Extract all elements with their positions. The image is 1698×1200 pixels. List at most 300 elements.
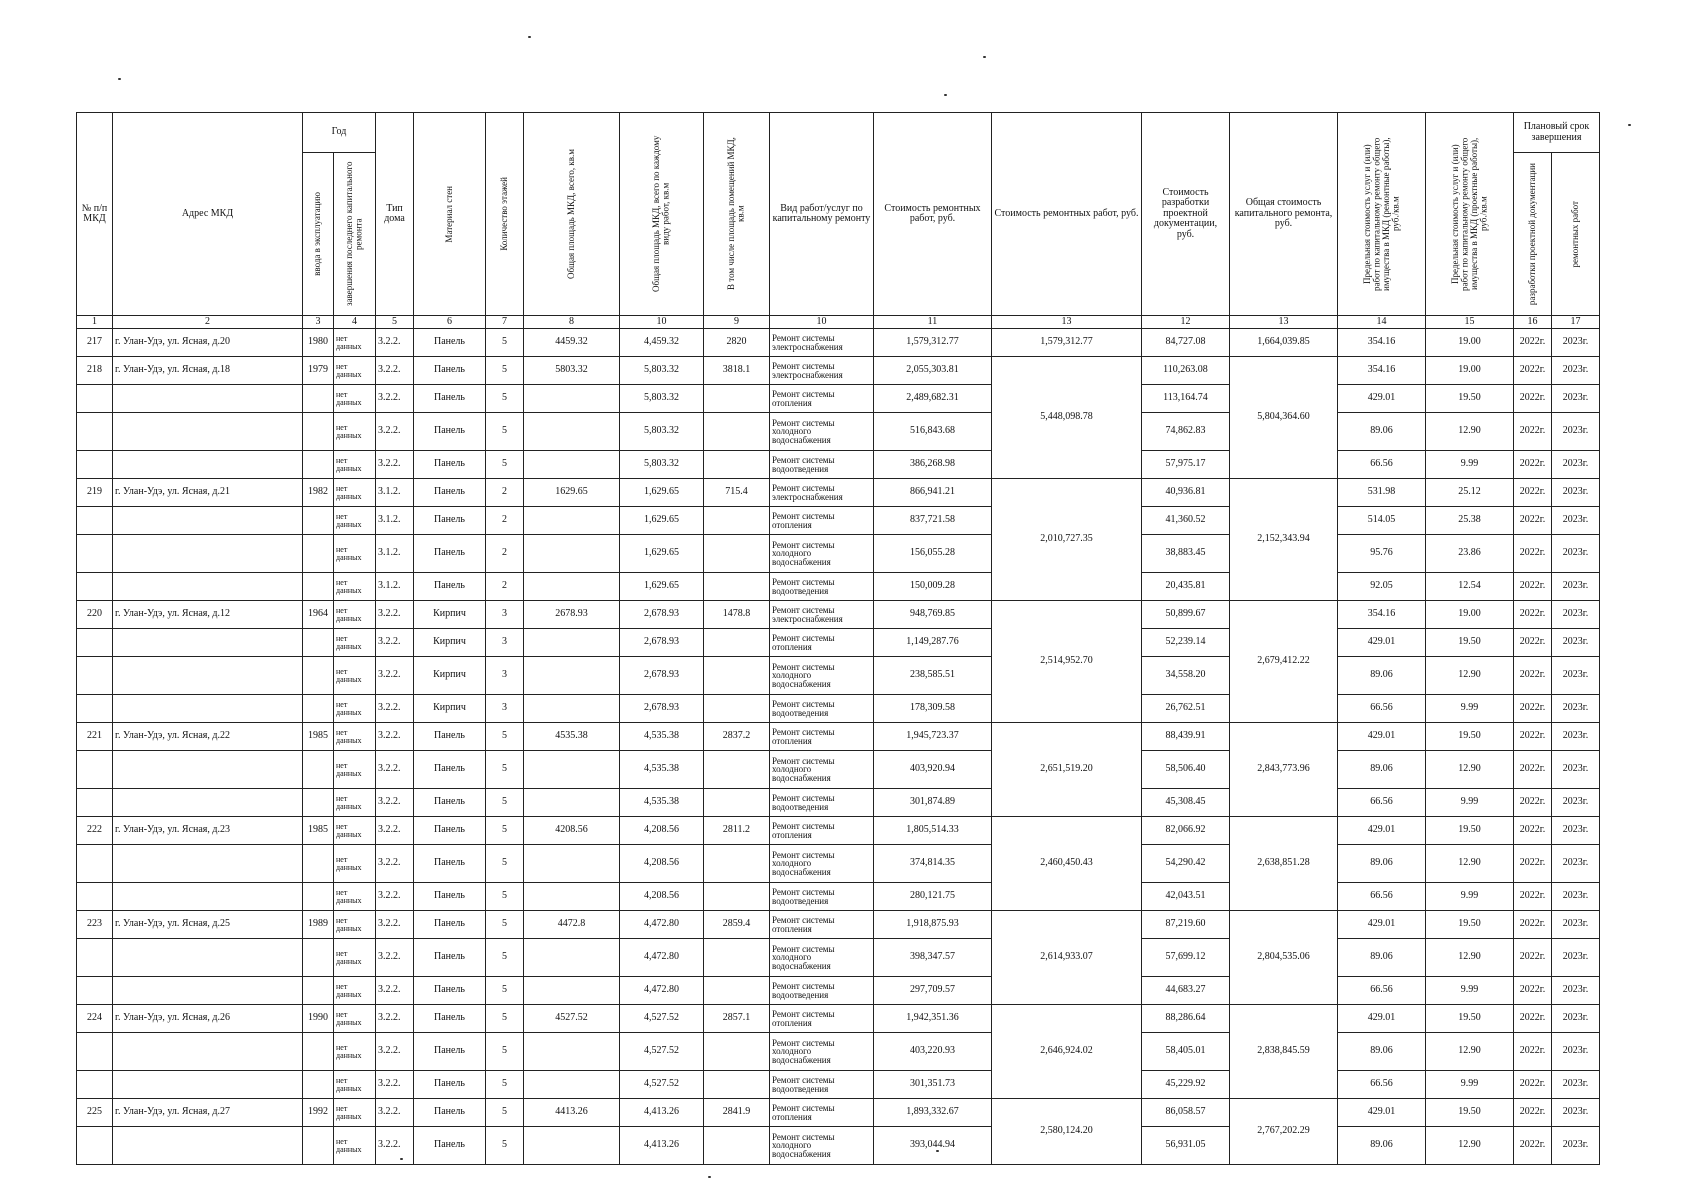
scan-speck: [983, 56, 986, 58]
cell-area-total: [524, 573, 620, 601]
cell-year-commission: [303, 939, 334, 977]
cell-cost-sum: 2,580,124.20: [992, 1099, 1142, 1165]
cell-year-commission: [303, 413, 334, 451]
table-row: [77, 911, 1600, 939]
cell-cost-sum: 2,514,952.70: [992, 601, 1142, 723]
table-row: [77, 723, 1600, 751]
cell-area-rooms: [704, 695, 770, 723]
cell-address: г. Улан-Удэ, ул. Ясная, д.12: [113, 601, 303, 629]
cell-deadline-project: 2022г.: [1514, 535, 1552, 573]
cell-area-rooms: [704, 507, 770, 535]
cell-address: г. Улан-Удэ, ул. Ясная, д.22: [113, 723, 303, 751]
cell-number: 223: [77, 911, 113, 939]
cell-year-last-repair: нет данных: [334, 535, 376, 573]
cell-area-rooms: 2841.9: [704, 1099, 770, 1127]
cell-limit-project: 25.12: [1426, 479, 1514, 507]
cell-wall-material: Панель: [414, 357, 486, 385]
header-house-type: Тип дома: [376, 113, 414, 316]
cell-cost-project: 26,762.51: [1142, 695, 1230, 723]
cell-floors: 5: [486, 357, 524, 385]
column-number: 6: [414, 316, 486, 329]
header-address: Адрес МКД: [113, 113, 303, 316]
cell-year-commission: 1985: [303, 817, 334, 845]
cell-area-total: [524, 413, 620, 451]
table-row: [77, 629, 1600, 657]
cell-cost-project: 45,308.45: [1142, 789, 1230, 817]
cell-area-rooms: 2820: [704, 329, 770, 357]
cell-area-total: 5803.32: [524, 357, 620, 385]
cell-work-type: Ремонт системы электроснабжения: [770, 357, 874, 385]
cell-deadline-repair: 2023г.: [1552, 573, 1600, 601]
cell-work-type: Ремонт системы водоотведения: [770, 1071, 874, 1099]
cell-house-type: 3.2.2.: [376, 385, 414, 413]
cell-deadline-repair: 2023г.: [1552, 751, 1600, 789]
cell-cost-work: 1,805,514.33: [874, 817, 992, 845]
cell-number: [77, 657, 113, 695]
cell-work-type: Ремонт системы холодного водоснабжения: [770, 845, 874, 883]
cell-floors: 5: [486, 1099, 524, 1127]
cell-cost-total: 2,804,535.06: [1230, 911, 1338, 1005]
cell-area-rooms: [704, 883, 770, 911]
cell-house-type: 3.2.2.: [376, 789, 414, 817]
cell-area-total: [524, 1127, 620, 1165]
table-row: [77, 845, 1600, 883]
cell-number: [77, 507, 113, 535]
cell-year-last-repair: нет данных: [334, 911, 376, 939]
cell-floors: 5: [486, 1127, 524, 1165]
cell-house-type: 3.2.2.: [376, 695, 414, 723]
cell-wall-material: Панель: [414, 1005, 486, 1033]
cell-deadline-project: 2022г.: [1514, 723, 1552, 751]
table-row: [77, 883, 1600, 911]
cell-house-type: 3.2.2.: [376, 723, 414, 751]
cell-area-total: 4413.26: [524, 1099, 620, 1127]
cell-year-last-repair: нет данных: [334, 451, 376, 479]
cell-deadline-project: 2022г.: [1514, 695, 1552, 723]
header-area-total: Общая площадь МКД, всего, кв.м: [524, 113, 620, 316]
cell-limit-project: 9.99: [1426, 977, 1514, 1005]
cell-cost-project: 88,439.91: [1142, 723, 1230, 751]
cell-limit-repair: 66.56: [1338, 789, 1426, 817]
cell-cost-work: 1,942,351.36: [874, 1005, 992, 1033]
cell-address: г. Улан-Удэ, ул. Ясная, д.27: [113, 1099, 303, 1127]
cell-deadline-repair: 2023г.: [1552, 1099, 1600, 1127]
cell-deadline-repair: 2023г.: [1552, 413, 1600, 451]
cell-wall-material: Панель: [414, 911, 486, 939]
cell-work-type: Ремонт системы водоотведения: [770, 695, 874, 723]
cell-area-per-work: 4,472.80: [620, 977, 704, 1005]
cell-work-type: Ремонт системы отопления: [770, 817, 874, 845]
cell-cost-work: 1,918,875.93: [874, 911, 992, 939]
cell-work-type: Ремонт системы отопления: [770, 911, 874, 939]
cell-cost-work: 398,347.57: [874, 939, 992, 977]
capital-repair-table: [76, 112, 1600, 1165]
table-row: [77, 695, 1600, 723]
cell-address: г. Улан-Удэ, ул. Ясная, д.25: [113, 911, 303, 939]
cell-cost-project: 88,286.64: [1142, 1005, 1230, 1033]
cell-deadline-repair: 2023г.: [1552, 601, 1600, 629]
header-wall-material: Материал стен: [414, 113, 486, 316]
cell-deadline-repair: 2023г.: [1552, 629, 1600, 657]
cell-deadline-project: 2022г.: [1514, 385, 1552, 413]
cell-cost-project: 40,936.81: [1142, 479, 1230, 507]
cell-deadline-repair: 2023г.: [1552, 883, 1600, 911]
cell-address: [113, 789, 303, 817]
cell-cost-work: 150,009.28: [874, 573, 992, 601]
header-area-rooms: В том числе площадь помещений МКД, кв.м: [704, 113, 770, 316]
cell-area-per-work: 2,678.93: [620, 657, 704, 695]
cell-area-total: [524, 695, 620, 723]
cell-year-last-repair: нет данных: [334, 751, 376, 789]
cell-address: [113, 1127, 303, 1165]
cell-area-per-work: 4,208.56: [620, 883, 704, 911]
cell-wall-material: Кирпич: [414, 657, 486, 695]
cell-cost-project: 52,239.14: [1142, 629, 1230, 657]
cell-wall-material: Панель: [414, 1033, 486, 1071]
cell-floors: 5: [486, 883, 524, 911]
cell-floors: 5: [486, 451, 524, 479]
cell-year-last-repair: нет данных: [334, 817, 376, 845]
cell-address: [113, 939, 303, 977]
column-number: 3: [303, 316, 334, 329]
column-number: 13: [992, 316, 1142, 329]
cell-number: 217: [77, 329, 113, 357]
cell-area-total: 2678.93: [524, 601, 620, 629]
cell-floors: 2: [486, 573, 524, 601]
cell-cost-work: 403,220.93: [874, 1033, 992, 1071]
cell-limit-repair: 95.76: [1338, 535, 1426, 573]
table-row: [77, 329, 1600, 357]
cell-cost-total: 2,679,412.22: [1230, 601, 1338, 723]
cell-year-last-repair: нет данных: [334, 845, 376, 883]
cell-number: [77, 751, 113, 789]
cell-cost-project: 42,043.51: [1142, 883, 1230, 911]
cell-number: [77, 845, 113, 883]
cell-limit-repair: 66.56: [1338, 977, 1426, 1005]
cell-area-total: [524, 629, 620, 657]
cell-limit-repair: 429.01: [1338, 1099, 1426, 1127]
cell-area-total: [524, 751, 620, 789]
cell-limit-project: 12.54: [1426, 573, 1514, 601]
cell-area-rooms: [704, 657, 770, 695]
cell-area-per-work: 4,413.26: [620, 1127, 704, 1165]
cell-limit-repair: 429.01: [1338, 629, 1426, 657]
cell-cost-work: 238,585.51: [874, 657, 992, 695]
column-number: 17: [1552, 316, 1600, 329]
cell-deadline-project: 2022г.: [1514, 357, 1552, 385]
cell-year-last-repair: нет данных: [334, 601, 376, 629]
cell-cost-total: 1,664,039.85: [1230, 329, 1338, 357]
header-cost-total: Общая стоимость капитального ремонта, руб.: [1230, 113, 1338, 316]
cell-cost-work: 301,874.89: [874, 789, 992, 817]
cell-area-per-work: 4,527.52: [620, 1033, 704, 1071]
cell-area-total: [524, 1033, 620, 1071]
column-number: 15: [1426, 316, 1514, 329]
cell-area-rooms: 2837.2: [704, 723, 770, 751]
cell-wall-material: Панель: [414, 845, 486, 883]
scan-speck: [400, 1158, 403, 1160]
cell-wall-material: Панель: [414, 479, 486, 507]
cell-deadline-project: 2022г.: [1514, 817, 1552, 845]
cell-limit-project: 19.00: [1426, 601, 1514, 629]
cell-house-type: 3.2.2.: [376, 1071, 414, 1099]
cell-floors: 5: [486, 723, 524, 751]
cell-deadline-project: 2022г.: [1514, 939, 1552, 977]
cell-cost-project: 56,931.05: [1142, 1127, 1230, 1165]
table-row: [77, 451, 1600, 479]
cell-limit-repair: 66.56: [1338, 451, 1426, 479]
cell-limit-project: 9.99: [1426, 695, 1514, 723]
cell-cost-sum: 2,651,519.20: [992, 723, 1142, 817]
cell-area-total: [524, 939, 620, 977]
cell-floors: 5: [486, 789, 524, 817]
column-number: 7: [486, 316, 524, 329]
cell-limit-repair: 89.06: [1338, 1033, 1426, 1071]
cell-limit-repair: 531.98: [1338, 479, 1426, 507]
table-row: [77, 657, 1600, 695]
cell-deadline-project: 2022г.: [1514, 629, 1552, 657]
cell-limit-project: 19.50: [1426, 629, 1514, 657]
cell-house-type: 3.2.2.: [376, 939, 414, 977]
cell-address: [113, 507, 303, 535]
header-year-last-repair: завершения последнего капитального ремонта: [334, 153, 376, 316]
cell-cost-work: 301,351.73: [874, 1071, 992, 1099]
cell-cost-work: 297,709.57: [874, 977, 992, 1005]
cell-year-last-repair: нет данных: [334, 695, 376, 723]
cell-year-commission: 1990: [303, 1005, 334, 1033]
cell-year-last-repair: нет данных: [334, 939, 376, 977]
cell-area-total: 1629.65: [524, 479, 620, 507]
cell-limit-project: 25.38: [1426, 507, 1514, 535]
cell-floors: 2: [486, 535, 524, 573]
cell-area-per-work: 4,208.56: [620, 845, 704, 883]
cell-area-per-work: 1,629.65: [620, 535, 704, 573]
column-number: 12: [1142, 316, 1230, 329]
cell-area-per-work: 4,535.38: [620, 751, 704, 789]
cell-year-commission: 1979: [303, 357, 334, 385]
cell-cost-total: 5,804,364.60: [1230, 357, 1338, 479]
cell-deadline-project: 2022г.: [1514, 329, 1552, 357]
cell-wall-material: Панель: [414, 817, 486, 845]
table-row: [77, 1071, 1600, 1099]
cell-area-per-work: 4,527.52: [620, 1071, 704, 1099]
cell-year-commission: [303, 977, 334, 1005]
cell-limit-project: 12.90: [1426, 413, 1514, 451]
cell-wall-material: Панель: [414, 939, 486, 977]
cell-cost-work: 178,309.58: [874, 695, 992, 723]
cell-house-type: 3.2.2.: [376, 817, 414, 845]
cell-wall-material: Панель: [414, 329, 486, 357]
column-number: 16: [1514, 316, 1552, 329]
cell-year-last-repair: нет данных: [334, 883, 376, 911]
cell-year-last-repair: нет данных: [334, 1071, 376, 1099]
cell-number: [77, 695, 113, 723]
cell-house-type: 3.2.2.: [376, 1005, 414, 1033]
cell-wall-material: Панель: [414, 1127, 486, 1165]
cell-cost-project: 82,066.92: [1142, 817, 1230, 845]
cell-deadline-project: 2022г.: [1514, 451, 1552, 479]
cell-cost-work: 403,920.94: [874, 751, 992, 789]
cell-area-total: [524, 535, 620, 573]
cell-limit-project: 19.50: [1426, 385, 1514, 413]
table-row: [77, 1033, 1600, 1071]
cell-wall-material: Панель: [414, 535, 486, 573]
cell-address: [113, 1033, 303, 1071]
cell-wall-material: Панель: [414, 413, 486, 451]
cell-work-type: Ремонт системы водоотведения: [770, 573, 874, 601]
column-number: 8: [524, 316, 620, 329]
cell-number: 220: [77, 601, 113, 629]
cell-year-commission: [303, 385, 334, 413]
cell-deadline-project: 2022г.: [1514, 573, 1552, 601]
cell-area-per-work: 4,472.80: [620, 939, 704, 977]
table-row: [77, 1127, 1600, 1165]
table-row: [77, 789, 1600, 817]
cell-address: г. Улан-Удэ, ул. Ясная, д.23: [113, 817, 303, 845]
column-number: 2: [113, 316, 303, 329]
column-number: 10: [620, 316, 704, 329]
cell-limit-project: 9.99: [1426, 789, 1514, 817]
cell-area-total: [524, 1071, 620, 1099]
cell-work-type: Ремонт системы холодного водоснабжения: [770, 657, 874, 695]
cell-area-rooms: [704, 451, 770, 479]
cell-address: [113, 629, 303, 657]
cell-floors: 5: [486, 751, 524, 789]
cell-area-total: [524, 451, 620, 479]
header-area-per-work: Общая площадь МКД, всего по каждому виду работ, кв.м: [620, 113, 704, 316]
cell-wall-material: Панель: [414, 385, 486, 413]
cell-year-commission: [303, 845, 334, 883]
cell-area-rooms: [704, 629, 770, 657]
table-row: [77, 357, 1600, 385]
cell-deadline-repair: 2023г.: [1552, 385, 1600, 413]
cell-floors: 3: [486, 695, 524, 723]
cell-year-commission: [303, 751, 334, 789]
cell-deadline-repair: 2023г.: [1552, 939, 1600, 977]
cell-year-commission: [303, 1033, 334, 1071]
cell-house-type: 3.2.2.: [376, 1127, 414, 1165]
cell-house-type: 3.2.2.: [376, 977, 414, 1005]
cell-house-type: 3.2.2.: [376, 451, 414, 479]
cell-area-total: [524, 845, 620, 883]
table-row: [77, 385, 1600, 413]
cell-area-rooms: 2811.2: [704, 817, 770, 845]
cell-house-type: 3.2.2.: [376, 1099, 414, 1127]
cell-area-rooms: [704, 939, 770, 977]
cell-address: [113, 977, 303, 1005]
cell-cost-project: 57,975.17: [1142, 451, 1230, 479]
cell-limit-project: 19.50: [1426, 1005, 1514, 1033]
cell-work-type: Ремонт системы водоотведения: [770, 977, 874, 1005]
cell-area-rooms: [704, 751, 770, 789]
cell-cost-work: 516,843.68: [874, 413, 992, 451]
cell-limit-repair: 66.56: [1338, 883, 1426, 911]
cell-floors: 5: [486, 329, 524, 357]
cell-year-last-repair: нет данных: [334, 413, 376, 451]
scan-speck: [118, 78, 121, 80]
cell-wall-material: Панель: [414, 507, 486, 535]
cell-house-type: 3.1.2.: [376, 479, 414, 507]
cell-cost-project: 57,699.12: [1142, 939, 1230, 977]
cell-number: 221: [77, 723, 113, 751]
cell-cost-project: 84,727.08: [1142, 329, 1230, 357]
cell-year-last-repair: нет данных: [334, 1005, 376, 1033]
cell-wall-material: Панель: [414, 1071, 486, 1099]
cell-deadline-repair: 2023г.: [1552, 845, 1600, 883]
cell-area-per-work: 5,803.32: [620, 357, 704, 385]
cell-cost-work: 374,814.35: [874, 845, 992, 883]
cell-number: 219: [77, 479, 113, 507]
cell-year-last-repair: нет данных: [334, 357, 376, 385]
cell-year-last-repair: нет данных: [334, 573, 376, 601]
cell-year-commission: 1982: [303, 479, 334, 507]
cell-deadline-repair: 2023г.: [1552, 1033, 1600, 1071]
cell-house-type: 3.2.2.: [376, 911, 414, 939]
cell-cost-total: 2,838,845.59: [1230, 1005, 1338, 1099]
cell-cost-project: 41,360.52: [1142, 507, 1230, 535]
cell-limit-repair: 89.06: [1338, 1127, 1426, 1165]
cell-year-last-repair: нет данных: [334, 385, 376, 413]
cell-year-commission: 1989: [303, 911, 334, 939]
cell-work-type: Ремонт системы отопления: [770, 723, 874, 751]
cell-year-last-repair: нет данных: [334, 1099, 376, 1127]
cell-floors: 3: [486, 657, 524, 695]
cell-number: [77, 883, 113, 911]
cell-work-type: Ремонт системы холодного водоснабжения: [770, 751, 874, 789]
cell-number: [77, 1033, 113, 1071]
cell-limit-repair: 89.06: [1338, 413, 1426, 451]
cell-work-type: Ремонт системы электроснабжения: [770, 329, 874, 357]
column-number: 14: [1338, 316, 1426, 329]
header-deadline-repair: ремонтных работ: [1552, 153, 1600, 316]
cell-limit-repair: 66.56: [1338, 1071, 1426, 1099]
table-row: [77, 817, 1600, 845]
cell-year-last-repair: нет данных: [334, 723, 376, 751]
cell-house-type: 3.1.2.: [376, 535, 414, 573]
cell-cost-work: 280,121.75: [874, 883, 992, 911]
cell-cost-work: 393,044.94: [874, 1127, 992, 1165]
cell-year-commission: [303, 451, 334, 479]
cell-area-per-work: 2,678.93: [620, 601, 704, 629]
cell-cost-work: 386,268.98: [874, 451, 992, 479]
cell-floors: 5: [486, 385, 524, 413]
cell-limit-repair: 429.01: [1338, 817, 1426, 845]
cell-work-type: Ремонт системы водоотведения: [770, 883, 874, 911]
cell-year-commission: [303, 789, 334, 817]
cell-year-commission: [303, 1127, 334, 1165]
cell-deadline-repair: 2023г.: [1552, 479, 1600, 507]
cell-year-commission: 1964: [303, 601, 334, 629]
cell-area-rooms: [704, 845, 770, 883]
cell-deadline-project: 2022г.: [1514, 1005, 1552, 1033]
cell-limit-project: 19.50: [1426, 911, 1514, 939]
cell-cost-project: 34,558.20: [1142, 657, 1230, 695]
scan-speck: [944, 94, 947, 96]
cell-work-type: Ремонт системы отопления: [770, 1005, 874, 1033]
cell-address: [113, 385, 303, 413]
cell-area-rooms: [704, 573, 770, 601]
cell-floors: 5: [486, 817, 524, 845]
cell-limit-project: 12.90: [1426, 1127, 1514, 1165]
cell-cost-project: 44,683.27: [1142, 977, 1230, 1005]
cell-address: [113, 845, 303, 883]
cell-limit-project: 19.00: [1426, 357, 1514, 385]
column-number: 4: [334, 316, 376, 329]
cell-year-commission: [303, 573, 334, 601]
cell-deadline-project: 2022г.: [1514, 1071, 1552, 1099]
cell-limit-repair: 92.05: [1338, 573, 1426, 601]
table-row: [77, 479, 1600, 507]
